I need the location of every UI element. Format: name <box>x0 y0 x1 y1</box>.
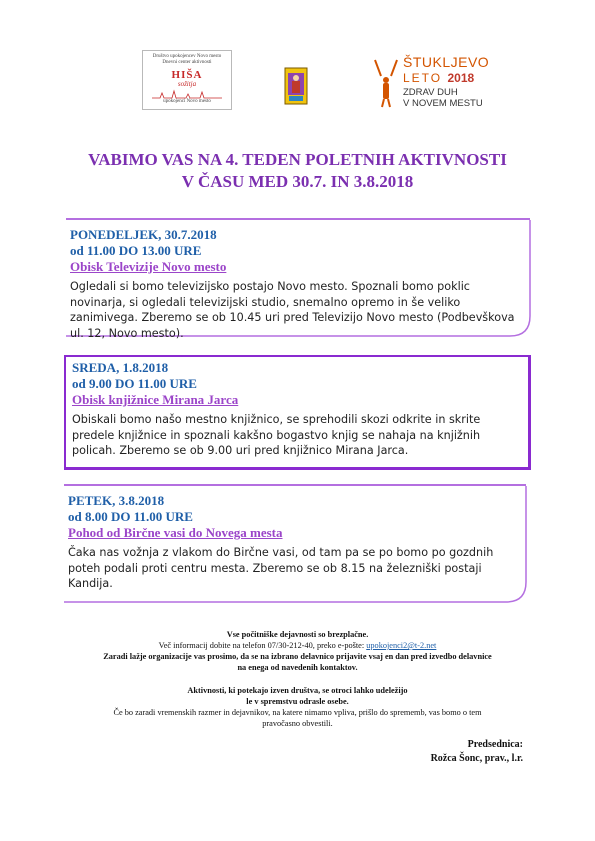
novo-mesto-crest-icon <box>284 67 308 105</box>
footer-free-notice <box>40 630 555 641</box>
stukljevo-leto-logo <box>373 52 523 112</box>
event-time: od 9.00 DO 11.00 URE <box>72 376 197 391</box>
logo-left-brand-sub: sožitja <box>177 80 197 88</box>
signature-role: Predsednica: <box>467 739 523 750</box>
page-title-line-1: VABIMO VAS NA 4. TEDEN POLETNIH AKTIVNOSTI <box>88 150 507 169</box>
event-place-link[interactable]: Obisk Televizije Novo mesto <box>70 259 227 274</box>
footer-email-link[interactable]: upokojenci2@t-2.net <box>366 641 437 650</box>
logo-left-line1: Društvo upokojencev Novo mesto <box>152 54 222 59</box>
event-time: od 8.00 DO 11.00 URE <box>68 509 193 524</box>
footer-free-text: Vse počitniške dejavnosti so brezplačne. <box>226 630 369 639</box>
footer-weather-1: Če bo zaradi vremenskih razmer in dejavnikov, na katere nimamo vpliva, prišlo do sprememb, vas bomo o tem <box>113 708 482 717</box>
event-day: SREDA, 1.8.2018 <box>72 360 169 375</box>
footer-weather-2: pravočasno obvestili. <box>262 719 333 728</box>
drustvo-upokojencev-logo <box>142 50 232 110</box>
footer-apply-1 <box>40 652 555 663</box>
event-card-wednesday <box>64 355 531 470</box>
page-title-line-2: V ČASU MED 30.7. IN 3.8.2018 <box>181 172 414 191</box>
event-place-link[interactable]: Pohod od Birčne vasi do Novega mesta <box>68 525 283 540</box>
footer-outside-1-text: Aktivnosti, ki potekajo izven društva, se otroci lahko udeležijo <box>187 686 408 695</box>
event-description: Čaka nas vožnja z vlakom do Birčne vasi, od tam pa se po bomo po gozdnih poteh podali proti centru mesta. Zberemo se ob 8.15 na železniški postaji Kandija. <box>68 546 494 590</box>
event-card-monday <box>66 218 530 338</box>
event-day: PONEDELJEK, 30.7.2018 <box>70 227 217 242</box>
stukljevo-year-line <box>403 71 474 85</box>
footer-apply-2-text: na enega od navedenih kontaktov. <box>237 663 358 672</box>
footer-apply-2 <box>40 663 555 674</box>
footer-info-text: Več informacij dobite na telefon 07/30-212-40, preko e-pošte: <box>158 641 367 650</box>
footer-outside-1 <box>40 686 555 697</box>
logo-left-line3: upokojenci Novo mesto <box>163 99 211 104</box>
skyline-icon <box>152 89 222 99</box>
event-place-link[interactable]: Obisk knjižnice Mirana Jarca <box>72 392 239 407</box>
logo-left-line2: Dnevni center aktivnosti <box>162 60 212 65</box>
stukljevo-year: 2018 <box>447 71 475 85</box>
footer-outside-2 <box>40 697 555 708</box>
footer-info <box>40 641 555 652</box>
footer-apply-1-text: Zaradi lažje organizacije vas prosimo, da se na izbrano delavnico prijavite vsaj en dan pred izvedbo delavnice <box>103 652 492 661</box>
logo-left-brand: HIŠA <box>171 69 203 81</box>
event-description: Ogledali si bomo televizijsko postajo Novo mesto. Spoznali bomo poklic novinarja, si ogledali televizijski studio, snemalno opremo in še veliko zanimivega. Zberemo se ob 10.45 uri pred Televizijo Novo mesto (Podbevškova ul. 12, Novo mesto). <box>70 280 515 340</box>
gymnast-icon <box>373 56 399 108</box>
event-time: od 11.00 DO 13.00 URE <box>70 243 202 258</box>
stukljevo-slogan-2: V NOVEM MESTU <box>403 98 483 109</box>
event-description: Obiskali bomo našo mestno knjižnico, se sprehodili skozi odkrite in skrite predele knjižnice in spoznali kakšno bogastvo knjig se nahaja na knjižnih policah. Zberemo se ob 9.00 uri pred knjižnico Mirana Jarca. <box>72 413 481 457</box>
signature-name: Rožca Šonc, prav., l.r. <box>430 753 523 764</box>
stukljevo-name: ŠTUKLJEVO <box>403 54 490 70</box>
event-card-friday <box>64 484 526 604</box>
footer-outside-2-text: le v spremstvu odrasle osebe. <box>246 697 349 706</box>
stukljevo-year-prefix: LETO <box>403 71 448 85</box>
event-day: PETEK, 3.8.2018 <box>68 493 165 508</box>
stukljevo-slogan-1: ZDRAV DUH <box>403 87 458 98</box>
